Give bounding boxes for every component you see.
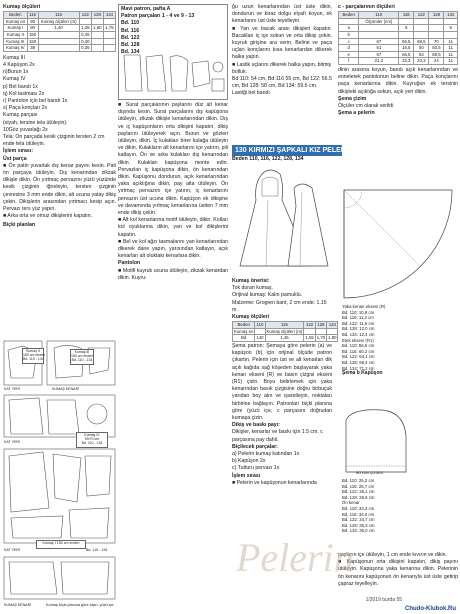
- table-cell: Bd: [233, 335, 255, 342]
- kumas1-bottom-svg: [3, 556, 116, 600]
- pantolon-title: Pantolon: [118, 260, 141, 267]
- table-cell: 50: [414, 45, 429, 52]
- patron-title: Mavi patron, pafta A: [121, 6, 171, 12]
- plan-caption: Kumaş biçki planına göre biçin, yüzü içe.: [46, 603, 115, 607]
- kumas-onerisi: Tok duran kumaş.: [232, 285, 273, 292]
- table-cell: 23,3: [414, 58, 429, 65]
- col3-text-lastik: ■ Lastik uçlarını dikerek halka yapın, bitmiş bolluk:: [232, 61, 332, 75]
- table-row: [339, 18, 458, 25]
- table-cell: 66,5: [399, 38, 414, 45]
- table-cell: [91, 38, 103, 45]
- table-cell: 1,40: [38, 25, 79, 32]
- list-item: Bd. 134: 12,4 cm: [342, 331, 375, 337]
- list-item: s) Paça konçları 2x: [3, 105, 48, 112]
- sema-cizim: Şema çizim: [338, 95, 367, 102]
- table-cell: [304, 328, 315, 335]
- list-item: Bd. 110: 10,8 cm: [342, 309, 375, 315]
- on-kenar-label: Ön kenar: [342, 500, 360, 506]
- size-table-title: Kumaş ölçüleri: [3, 4, 41, 10]
- table-cell: [315, 328, 326, 335]
- table-cell: 24: [429, 58, 444, 65]
- table-row: [4, 18, 116, 25]
- list-item: c) Tutturu pervazı 1x: [232, 465, 280, 472]
- table-cell: [359, 25, 399, 32]
- kat-yeri-3: KAT YERİ: [4, 548, 20, 552]
- table-cell: 38: [27, 45, 38, 52]
- table-cell: [444, 18, 458, 25]
- table-cell: 70: [429, 38, 444, 45]
- c-parts-table: [338, 11, 458, 65]
- patron-size-item: Bd. 110: [121, 20, 140, 27]
- cape-illustration: [232, 166, 332, 276]
- patron-size-item: Bd. 122: [121, 34, 140, 41]
- table-row: [4, 12, 116, 19]
- list-item: 4 Kapüşon 2x: [3, 61, 35, 68]
- dikis-text: Dikişler, kenarlar ve baskı için 1.5 cm. c parçasına pay dahil.: [232, 429, 323, 443]
- cutting-layout-kumas1: [3, 448, 116, 544]
- pelerin-diagram-svg: [338, 186, 458, 304]
- patron-thumbnails-svg: [122, 53, 226, 95]
- table-cell: 54: [414, 51, 429, 58]
- table-cell: 68,5: [414, 38, 429, 45]
- col3-islem-text: ■ Pelerin ve kapüşonun kenarlarında: [232, 479, 317, 486]
- pantolon-text: ■ Motifi kuyruk ucuna ütüleyin, zikzak kenardan dikin. Kuyru-: [118, 267, 228, 281]
- table-cell: 116: [265, 322, 304, 329]
- bicilecek-title: Biçilecek parçalar:: [232, 443, 278, 450]
- table-cell: [414, 31, 429, 38]
- table-row: [4, 38, 116, 45]
- list-item: Bd. 122: 26,1 cm: [342, 489, 375, 495]
- col3-lastik-vals: Bd 110: 54 cm, Bd 116 55 cm, Bd 122: 56.5 cm, Bd 128: 58 cm, Bd 134: 59.5 cm. Lastiği bel bandı: [232, 76, 332, 97]
- col3-text-top: ğu uzun kenarlarından üst üste dikin, dondurun ve biraz dolgu elyafı koyun, ek kenarlarını üst üste teyelleyin.: [232, 4, 332, 25]
- kapuson-title: Şema b Kapüşon: [342, 370, 383, 377]
- cape-figure-svg: [232, 166, 332, 276]
- col4-text3: ■ Kapüşonun orta dikişini kapatın, dikiş payını ütüleyin. Kapüşonu yaka kenarına dikin. Pelerinin ön kenarını kapüşonun ön kenarıyla üst üste getirip çapraz teyelleyin.: [338, 559, 458, 587]
- table-row: [233, 328, 338, 335]
- table-cell: [103, 45, 115, 52]
- col3-lower: [232, 278, 337, 487]
- kumas-onerisi-title: Kumaş önerisi:: [232, 278, 270, 284]
- kumas-kenari-2: KUMAŞ KENARI: [4, 603, 32, 607]
- list-item: Bd. 128: 68,4 cm: [342, 359, 375, 365]
- table-cell: 51: [359, 45, 399, 52]
- table-cell: f: [339, 58, 359, 65]
- patron-size-item: Bd. 116: [121, 27, 140, 34]
- article-banner: 130 KIRMIZI ŞAPKALI KIZ PELERİNİ: [232, 145, 342, 156]
- kumas4-label: Kumaş IV 90/70 cm Bd. 110 - 134: [76, 432, 108, 448]
- list-item: Kumaş IV: [3, 76, 26, 83]
- orijinal-kumas: Orijinal kumaş: Kalın pamuklu.: [232, 292, 303, 299]
- col3-islem-title: İşlem sırası: [232, 472, 261, 479]
- col4-text2: payların içe ütüleyin, 1 cm ende kıvırın ve dikin.: [338, 552, 447, 558]
- list-item: (siyah, tersine tela ütüleyin):: [3, 119, 68, 126]
- table-cell: 134: [327, 322, 338, 329]
- table-cell: [429, 18, 444, 25]
- table-cell: [414, 18, 429, 25]
- table-cell: [79, 18, 91, 25]
- brand-logo: Chudo-Klubok.Ru: [405, 606, 456, 612]
- page-number: 1/2019 burda 55: [365, 597, 402, 603]
- list-item: Bd. 116: 60,2 cm: [342, 348, 375, 354]
- list-item: r) Pantolon için bel bandı 1x: [3, 97, 68, 104]
- yaka-values: [342, 310, 452, 338]
- table-cell: Kumaş en: [234, 328, 254, 334]
- table-cell: 90: [27, 25, 38, 32]
- table-cell: 1,75: [105, 25, 114, 31]
- kapuson-diagram-svg: [342, 406, 452, 476]
- col2-text1: ■ Surat parçalarının paylarını düz alt kenar dışında kesin. Surat parçalarını dış kapüşona ütüleyin, zikzak dikişle kenarlarından dikin. Dış ve iç kapüşonların orta dikişini kapatın, dikiş paylarını ütüleyerek açın. Burun ve gözleri ütüleyin, dikin. İç kulakları birer kulağa ütüleyin ve dikin. Kulakların alt kenarlarını içe yatırın, pili katlayın. Ön ve arka kulakları dış kenarından dikin. Kulakları kapüşona monte edin. Pervazları iç kapüşona dikin, ön kenarından dikin. Kapüşonu dondurun, açık kenarlarından yaka açıklığına dikin, pay alta ütüleyin. Ön yırtmaç pervazını içe yatırın, iç kenarlarını pervazın üst ucuna dikin. Kapüşon ek dikişine ve devamında yırtmaç kenarlarına üstten 7 mm ende dikiş çekin.: [118, 102, 228, 217]
- table-cell: 11: [444, 45, 458, 52]
- table-row: [4, 25, 116, 32]
- on-kenar-values: [342, 506, 452, 534]
- table-cell: 1,80: [328, 335, 337, 341]
- table-cell: [103, 31, 115, 38]
- kat-yeri-1: KAT YERİ: [4, 387, 20, 391]
- table-cell: 128: [429, 12, 444, 19]
- table-cell: 5: [399, 25, 414, 32]
- table-cell: 0,40: [81, 38, 90, 44]
- table-cell: Kumaş I: [4, 25, 28, 32]
- col3-text-yan: ■ Yan ve bacak arası dikişleri kapatın. Bacakları iç içe sokun ve orta dikişi çekin, kuyruk girişine ara verin. Beline ve paça uçları konçlarını kısa kenarlardan dikerek halka yapın.: [232, 25, 332, 61]
- col2-text2: ■ Alt kol kenarlarına motif ütüleyin, dikin. Kolları kol oyuklarına dikin, yan ve kol dikişlerini kapatın.: [118, 217, 228, 238]
- table-cell: [103, 38, 115, 45]
- etek-values: [342, 343, 452, 371]
- list-item: Bd. 134: 71,2 cm: [342, 365, 375, 371]
- list-item: Bd. 116: 34,0 cm: [342, 511, 375, 517]
- table-cell: [399, 18, 414, 25]
- patron-size-list: [121, 20, 225, 56]
- list-item: Bd. 122: 34,7 cm: [342, 517, 375, 523]
- list-item: Bd. 110: 25,2 cm: [342, 478, 375, 483]
- list-item: a) Pelerin kumaş katından 1x: [232, 451, 300, 458]
- column-4: [338, 4, 458, 117]
- table-cell: [359, 31, 399, 38]
- plan-title: Biçki planları: [3, 222, 36, 229]
- table-row: [339, 38, 458, 45]
- list-item: Bd. 128: 12,0 cm: [342, 326, 375, 332]
- list-item: p) Bel bandı 1x: [3, 83, 38, 90]
- watermark: Pelerin: [236, 535, 354, 580]
- sizes-line: Beden 110, 116, 122, 128, 134: [232, 156, 304, 162]
- table-cell: 122: [79, 12, 91, 19]
- c-table-title: c - parçalarının ölçüleri: [338, 4, 395, 10]
- table-cell: Beden: [339, 12, 359, 19]
- patron-size-item: Bd. 128: [121, 42, 140, 49]
- table-row: [339, 58, 458, 65]
- column-2: [118, 4, 228, 282]
- list-item: Bd. 128: 26,6 cm: [342, 494, 375, 500]
- table-cell: 110: [256, 322, 264, 328]
- column-3: [232, 4, 332, 98]
- table-cell: 22,3: [399, 58, 414, 65]
- table-cell: d: [339, 45, 359, 52]
- table-cell: [429, 25, 444, 32]
- table-cell: 11: [444, 58, 458, 65]
- list-item: Bd. 122: 11,6 cm: [342, 320, 375, 326]
- table-cell: c: [339, 38, 359, 45]
- bicilecek-list: [232, 451, 332, 473]
- table-cell: 5: [444, 25, 458, 32]
- pelerin-values: [342, 304, 452, 377]
- list-item: b) Kapüşon 2x: [232, 458, 266, 465]
- column-1: [3, 4, 116, 230]
- list-item: 10Göz yuvarlağı 2x: [3, 126, 48, 133]
- col2-text3: ■ Bel ve kol ağzı tasmalarını yan kenarlarından dikerek daire yapın, yarısından katlayın, açık kenarları alt oluktaki kenarlara dikin.: [118, 238, 228, 260]
- size-table: [3, 11, 116, 52]
- ust-title: Üst parça: [3, 155, 27, 162]
- table-cell: 90: [27, 18, 38, 25]
- table-cell: [38, 45, 79, 52]
- table-row: [339, 51, 458, 58]
- table-cell: Kumaş ölçüleri (m): [38, 18, 79, 25]
- table-cell: Kumaş III: [4, 38, 28, 45]
- table-row: [233, 335, 338, 342]
- sema-patron: Şema patron: Şemaya göre pelerin (a) ve kapüşon (b) için orijinal ölçüde patron çıkartın. Pelerin için üst ve alt kenarları dik açılı kağıda sağ köşeden başlayarak yaka kenarı ekseni (R) ve basın çizgisi ekseni (R1) çizin. Boyu belirlemek için yaka kenarından basık çizgisine doğru birbuçuk yarıdan boy alın ve işaretleyin, noktaları birbirine bağlayın. Patronları biçki planına göre (yüzü içe, c parçasını doğrudan kumaşa çizin.: [232, 343, 332, 422]
- table-cell: 134: [103, 12, 115, 19]
- kapuson-label: BOYUN ÇİZGİSİ: [356, 471, 383, 475]
- kumas-kenari-1: KUMAŞ KENARI: [52, 387, 80, 391]
- table-row: [339, 25, 458, 32]
- table-cell: 0,35: [81, 45, 90, 51]
- table-row: [4, 45, 116, 52]
- table-cell: Kumaş en: [4, 18, 28, 25]
- table-cell: Beden: [233, 322, 255, 329]
- table-cell: e: [339, 51, 359, 58]
- table-row: [339, 12, 458, 19]
- table-cell: 1,45: [265, 335, 304, 342]
- list-item: Bd. 116: 11,2 cm: [342, 315, 374, 321]
- table-cell: 0,45: [81, 31, 90, 37]
- pelerin-diagram: [338, 186, 458, 304]
- table-cell: 134: [444, 12, 458, 19]
- table-cell: 50,5: [429, 45, 444, 52]
- patron-box: [118, 4, 228, 100]
- etek-label: Etek ekseni (R1): [342, 337, 374, 343]
- table-cell: [444, 31, 458, 38]
- table-cell: [414, 25, 429, 32]
- table-cell: [103, 18, 115, 25]
- tela-note: Tela: On parçada kesik çizginin tersten 2 cm ende tela ütüleyin.: [3, 134, 105, 148]
- table-cell: [38, 31, 79, 38]
- table-cell: [91, 31, 103, 38]
- col3-size-title: Kumaş ölçüleri: [232, 314, 270, 321]
- list-item: Bd. 110: 33,3 cm: [342, 505, 375, 511]
- list-item: Bd. 122: 64,1 cm: [342, 354, 375, 360]
- table-cell: 1,55: [305, 335, 314, 341]
- table-row: [233, 322, 338, 329]
- table-cell: 128: [315, 322, 326, 329]
- table-cell: 67: [359, 38, 399, 45]
- kumas1-layout-svg: [3, 448, 116, 544]
- banner-square-icon: [357, 148, 361, 152]
- list-item: n)Burun 1x: [3, 69, 29, 76]
- table-cell: 116: [29, 12, 37, 18]
- table-cell: [91, 45, 103, 52]
- table-cell: [339, 18, 359, 25]
- table-cell: 150: [29, 38, 37, 44]
- patron-size-item: Bd. 134: [121, 49, 140, 56]
- table-cell: 57: [359, 51, 399, 58]
- table-cell: 1,60: [93, 25, 102, 31]
- kat-yeri-2: KAT YERİ: [4, 440, 20, 444]
- table-cell: 21,3: [359, 58, 399, 65]
- list-item: Kumaş parçası: [3, 112, 38, 119]
- kumas1-label: Kumaş I 150 cm enden: [36, 540, 86, 549]
- table-cell: 116: [399, 12, 414, 19]
- col4-text1: dinin arasına koyun, bandı açık kenarlarından ve ennelerek pantolonun beline dikin. Paça konçlarını paça kenarlarına dikin. Kuyruğun ek tersinin dikişteki açıklığa sokun, açık yeri dikin.: [338, 66, 458, 95]
- islem-title: İşlem sırası:: [3, 148, 33, 155]
- ust-text: ■ Ön patin yuvarlak dış kenar payını kesin. Pati ön parçaya ütüleyin. Dış kenarından zikzak dikişle dikin. Ön yırtmaç pervazını yüzü yüzünde kesik çizginin iğneleyin, tersten çizginin çevresine 3 mm ende dikin, alt ucuna yatay dikiş çekin. Dikişlerin arasından yırtmacı kesip açın. Pervazı ters yüz yapın.: [3, 162, 116, 213]
- list-item: Kumaş III: [3, 54, 25, 61]
- malzeme: Malzeme: Grogren bant, 2 cm ende: 1.15 m.: [232, 299, 327, 313]
- table-cell: Ölçümler (cm): [359, 18, 399, 25]
- table-cell: 150: [29, 31, 37, 37]
- table-cell: 11: [444, 51, 458, 58]
- table-cell: Kumaş ölçüleri (m): [266, 328, 303, 334]
- kapuson-diagram: [342, 406, 452, 476]
- table-cell: 68,5: [429, 51, 444, 58]
- table-cell: 16,5: [399, 45, 414, 52]
- table-cell: 1,35: [81, 25, 90, 31]
- table-cell: 1,70: [316, 335, 326, 341]
- kumas3-label: Kumaş III 150 cm enden Bd. 110 - 134: [70, 349, 94, 365]
- table-cell: [399, 31, 414, 38]
- bd-label: Bd. 110 - 134: [86, 548, 108, 552]
- sema-sub: Ölçüler cm olarak verildi: [338, 102, 394, 109]
- table-cell: 110: [359, 12, 399, 19]
- list-item: Bd. 110: 56,6 cm: [342, 343, 375, 349]
- table-cell: 122: [414, 12, 429, 19]
- kumas2-label: Kumaş II 150 cm enden Bd. 110 - 134: [22, 348, 44, 364]
- table-cell: 128: [91, 12, 103, 19]
- list-item: q) Kol taslması 2x: [3, 90, 45, 97]
- table-cell: Kumaş IV: [4, 45, 28, 52]
- patron-sub: Patron parçaları 1 - 4 ve 9 - 13: [121, 13, 195, 20]
- kapuson-values: [342, 478, 452, 534]
- table-cell: b: [339, 31, 359, 38]
- table-row: [339, 45, 458, 52]
- table-cell: [327, 328, 338, 335]
- list-item: Bd. 116: 25,7 cm: [342, 483, 375, 489]
- table-cell: 116: [38, 12, 79, 19]
- cutting-layout-bottom: [3, 556, 116, 600]
- table-row: [4, 31, 116, 38]
- table-cell: a: [339, 25, 359, 32]
- kapuson-value-list: [342, 478, 452, 500]
- table-cell: 140: [256, 335, 264, 341]
- parts-list: [3, 55, 116, 134]
- table-cell: [255, 328, 265, 335]
- table-cell: Beden: [4, 12, 28, 19]
- table-cell: [91, 18, 103, 25]
- sema-pelerin: Şema a pelerin: [338, 110, 375, 117]
- table-cell: [38, 38, 79, 45]
- list-item: Bd. 128: 35,3 cm: [342, 522, 375, 528]
- table-cell: [429, 31, 444, 38]
- table-cell: Kumaş II: [4, 31, 28, 38]
- table-cell: 122: [304, 322, 315, 329]
- arka-text: ■ Arka orta ve omuz dikişlerini kapatın.: [3, 213, 93, 220]
- dikis-title: Dikiş ve baskı payı:: [232, 422, 280, 429]
- table-row: [339, 31, 458, 38]
- col3-size-table: [232, 321, 338, 342]
- col4-lower: [338, 552, 458, 588]
- list-item: Bd. 134: 36,0 cm: [342, 528, 375, 534]
- yaka-label: Yaka kenarı ekseni (R): [342, 304, 386, 309]
- table-cell: 66,5: [399, 51, 414, 58]
- table-cell: 11: [444, 38, 458, 45]
